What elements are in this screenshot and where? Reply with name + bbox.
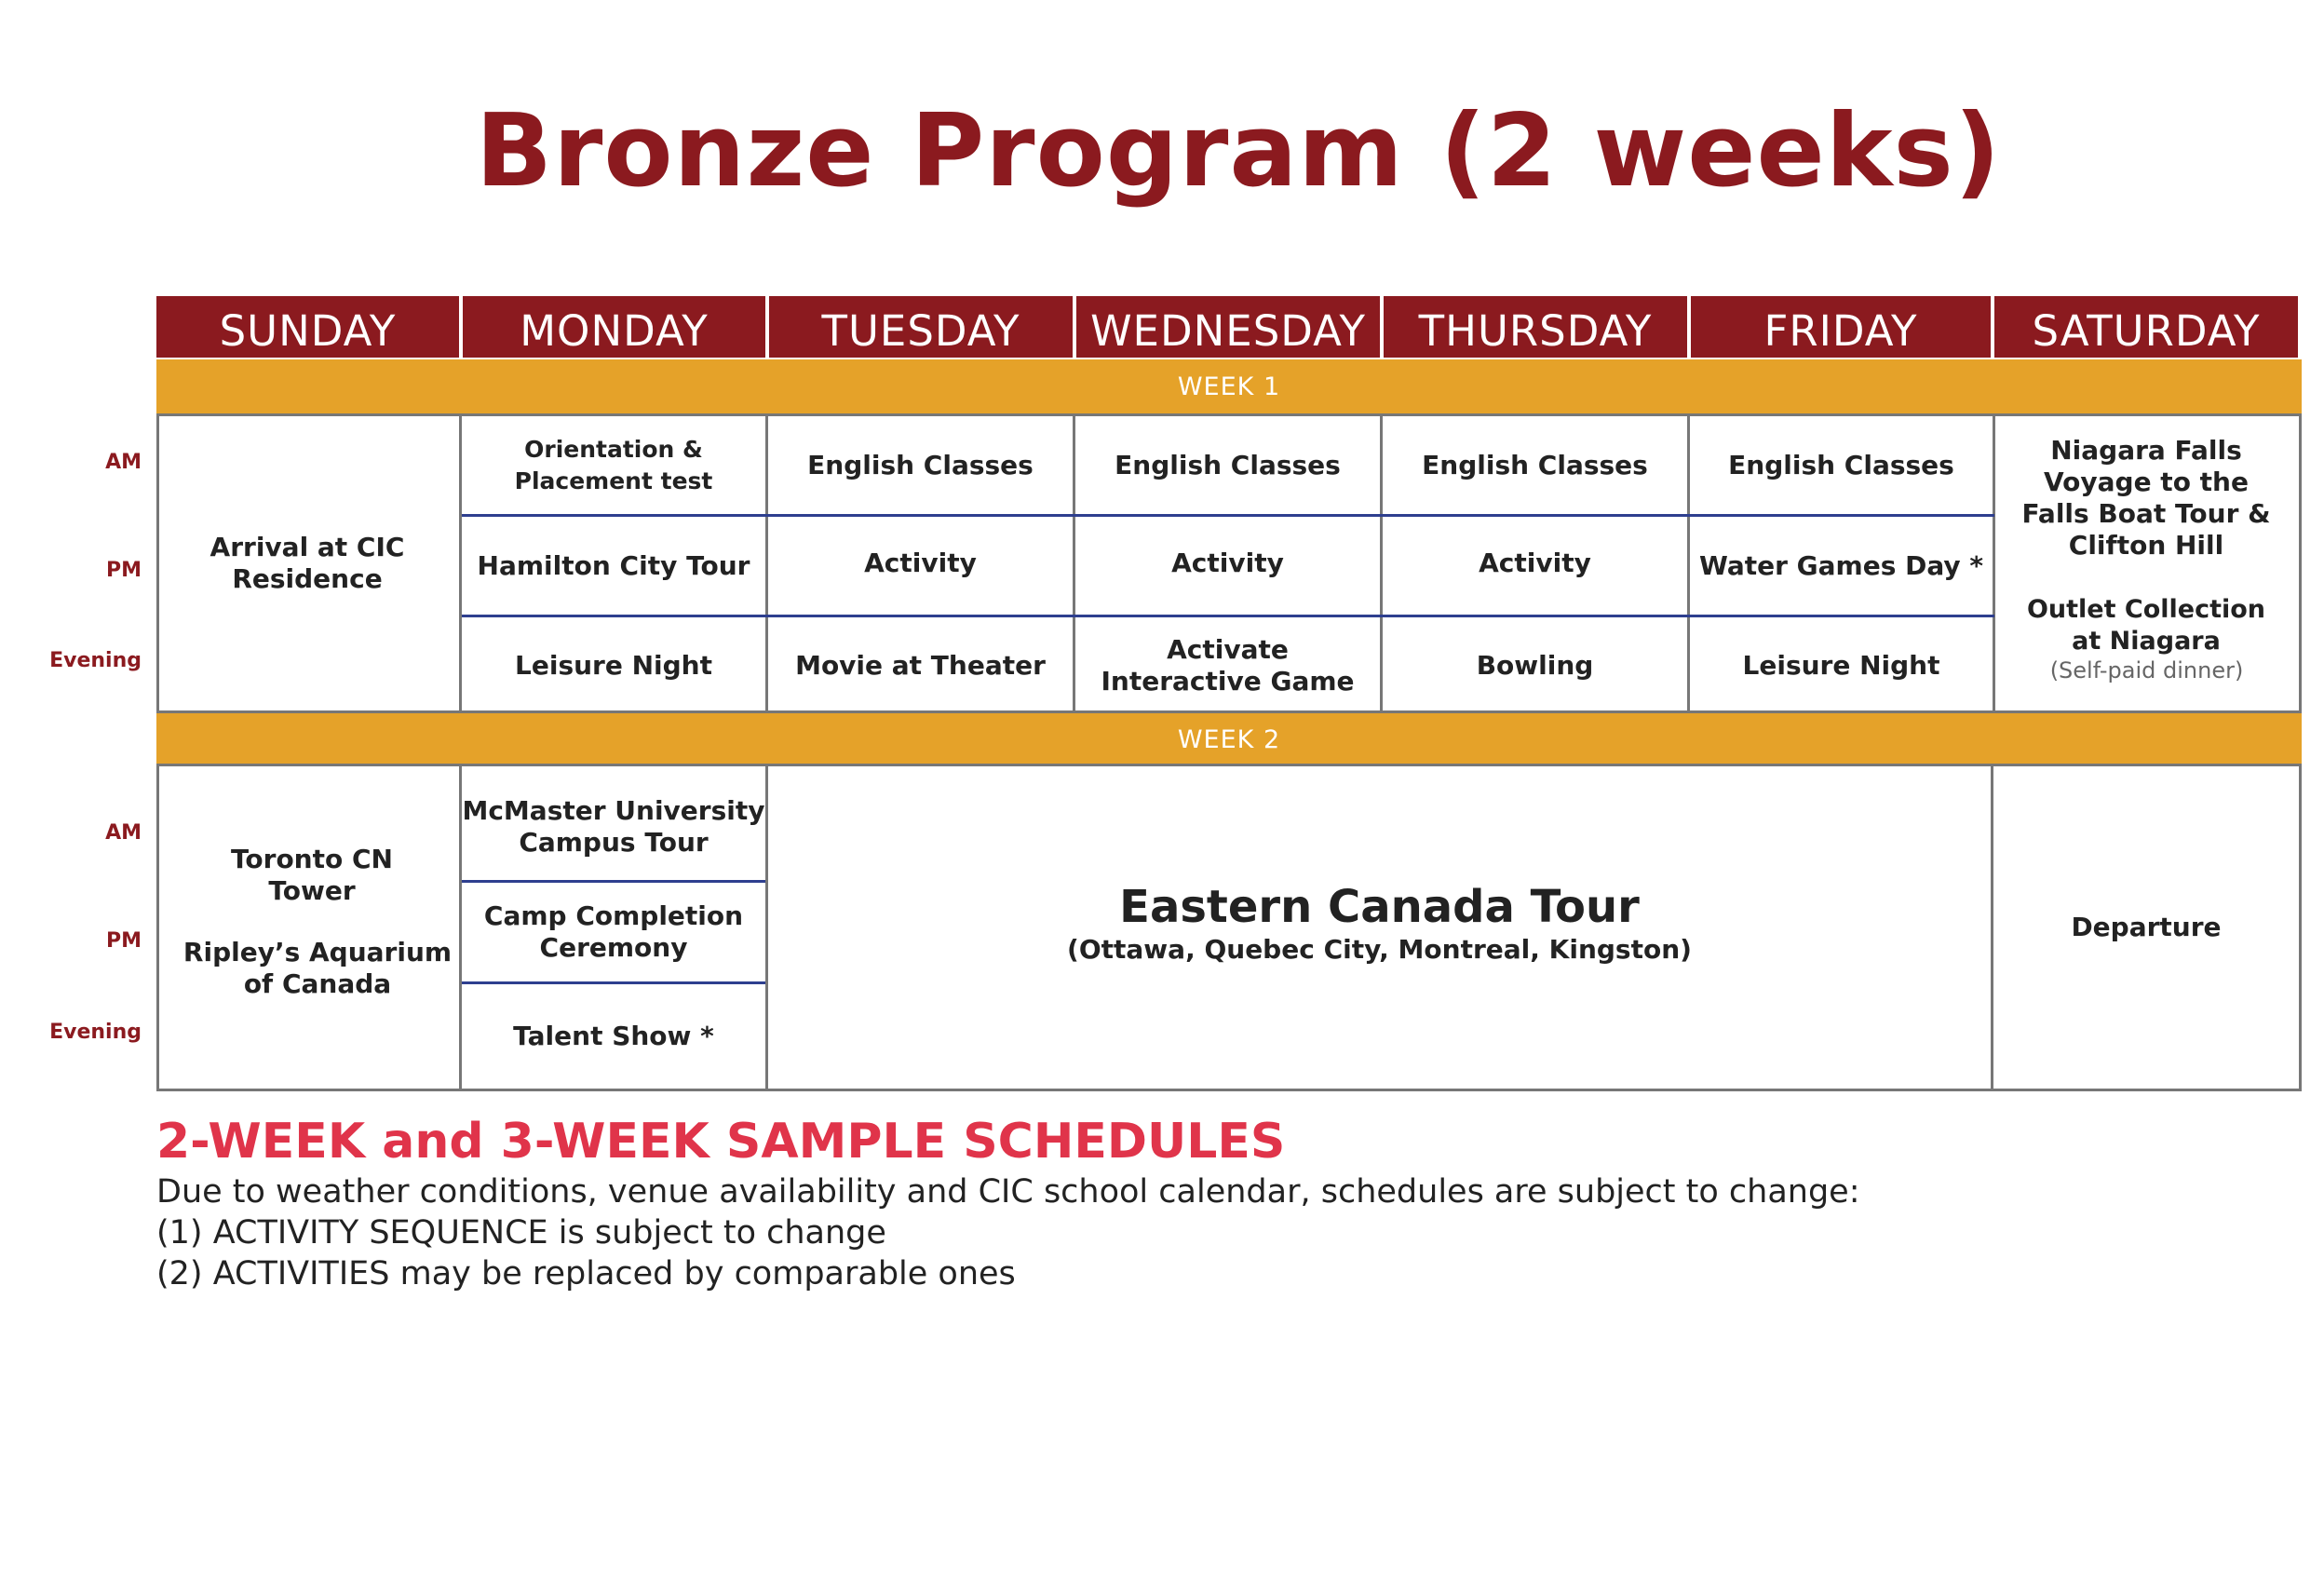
day-header-wednesday: WEDNESDAY [1076, 296, 1380, 358]
week1-wednesday-am: English Classes [1115, 449, 1341, 480]
slot-label-am: AM [105, 451, 142, 474]
week1-friday-evening: Leisure Night [1742, 649, 1940, 681]
slot-label-evening: Evening [49, 649, 142, 672]
day-header-monday: MONDAY [463, 296, 765, 358]
slot-label-pm: PM [105, 559, 142, 582]
page-title: Bronze Program (2 weeks) [475, 93, 2002, 210]
week-2-bar: WEEK 2 [156, 713, 2302, 765]
week2-sunday-aquarium: Ripley’s Aquarium of Canada [182, 937, 453, 999]
eastern-canada-tour-cities: (Ottawa, Quebec City, Montreal, Kingston) [1067, 934, 1692, 965]
week1-friday-pm: Water Games Day * [1698, 549, 1984, 581]
disclaimer-item-1: (1) ACTIVITY SEQUENCE is subject to change [156, 1214, 886, 1252]
week1-thursday-pm: Activity [1479, 548, 1591, 578]
week1-wednesday-evening: Activate Interactive Game [1101, 633, 1355, 697]
day-header-thursday: THURSDAY [1384, 296, 1687, 358]
week2-monday-pm: Camp Completion Ceremony [483, 900, 744, 963]
week2-saturday-departure: Departure [2071, 912, 2222, 942]
week1-tuesday-am: English Classes [807, 449, 1034, 480]
week1-saturday-outlet: Outlet Collection at Niagara [2026, 595, 2266, 656]
week-1-bar: WEEK 1 [156, 359, 2302, 413]
week1-friday-am: English Classes [1728, 449, 1954, 480]
day-header-saturday: SATURDAY [1994, 296, 2298, 358]
slot-label-am: AM [105, 821, 142, 845]
week2-sunday-cn-tower: Toronto CN Tower [231, 844, 393, 906]
eastern-canada-tour-title: Eastern Canada Tour [1119, 881, 1640, 933]
disclaimer-item-2: (2) ACTIVITIES may be replaced by comparable ones [156, 1255, 1016, 1292]
day-header-tuesday: TUESDAY [769, 296, 1073, 358]
sample-schedules-heading: 2-WEEK and 3-WEEK SAMPLE SCHEDULES [156, 1114, 1286, 1170]
week1-monday-am: Orientation & Placement test [514, 435, 713, 494]
week1-saturday-note: (Self-paid dinner) [2049, 657, 2244, 683]
week1-wednesday-pm: Activity [1171, 548, 1284, 578]
day-header-friday: FRIDAY [1691, 296, 1991, 358]
slot-label-pm: PM [105, 929, 142, 953]
week1-sunday-cell: Arrival at CIC Residence [209, 532, 405, 594]
week1-tuesday-pm: Activity [864, 548, 977, 578]
day-header-sunday: SUNDAY [156, 296, 459, 358]
week2-monday-evening: Talent Show * [513, 1021, 714, 1051]
week1-tuesday-evening: Movie at Theater [795, 649, 1046, 681]
week1-monday-pm: Hamilton City Tour [477, 549, 750, 581]
week1-saturday-main: Niagara Falls Voyage to the Falls Boat Tour & Clifton Hill [2021, 435, 2271, 561]
week1-monday-evening: Leisure Night [515, 649, 712, 681]
slot-label-evening: Evening [49, 1021, 142, 1044]
disclaimer-line: Due to weather conditions, venue availability and CIC school calendar, schedules are subject to change: [156, 1173, 1860, 1211]
week2-monday-am: McMaster University Campus Tour [462, 794, 765, 858]
week1-thursday-evening: Bowling [1476, 649, 1594, 681]
week1-thursday-am: English Classes [1422, 449, 1648, 480]
